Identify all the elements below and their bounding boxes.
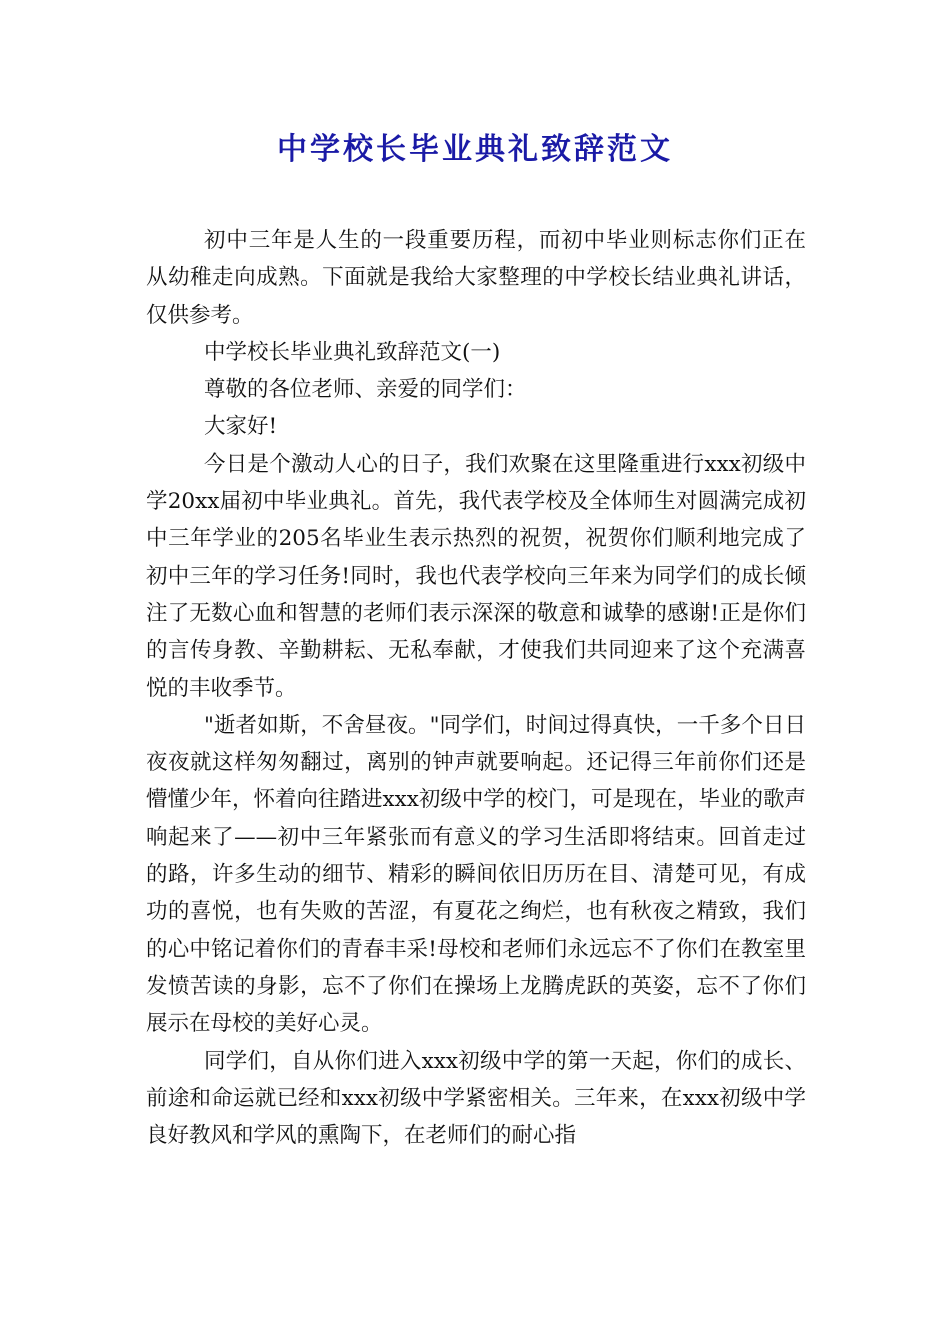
paragraph-salutation: 尊敬的各位老师、亲爱的同学们：	[204, 377, 527, 403]
document-title: 中学校长毕业典礼致辞范文	[277, 132, 673, 167]
paragraph-greeting: 大家好!	[204, 414, 278, 440]
document-body	[146, 222, 806, 1154]
paragraph-subtitle: 中学校长毕业典礼致辞范文(一)	[204, 339, 501, 365]
paragraph-body-2: "逝者如斯，不舍昼夜。"同学们，时间过得真快，一千多个日日夜夜就这样匆匆翻过，离别的钟声就要响起。还记得三年前你们还是懵懂少年，怀着向往踏进xxx初级中学的校门，可是现在，毕业的歌声响起来了——初中三年紧张而有意义的学习生活即将结束。回首走过的路，许多生动的细节、精彩的瞬间依旧历历在目、清楚可见，有成功的喜悦，也有失败的苦涩，有夏花之绚烂，也有秋夜之精致，我们的心中铭记着你们的青春丰采!母校和老师们永远忘不了你们在教室里发愤苦读的身影，忘不了你们在操场上龙腾虎跃的英姿，忘不了你们展示在母校的美好心灵。	[146, 712, 806, 1037]
paragraph-body-1: 今日是个激动人心的日子，我们欢聚在这里隆重进行xxx初级中学20xx届初中毕业典礼。首先，我代表学校及全体师生对圆满完成初中三年学业的205名毕业生表示热烈的祝贺，祝贺你们顺利地完成了初中三年的学习任务!同时，我也代表学校向三年来为同学们的成长倾注了无数心血和智慧的老师们表示深深的敬意和诚挚的感谢!正是你们的言传身教、辛勤耕耘、无私奉献，才使我们共同迎来了这个充满喜悦的丰收季节。	[146, 451, 806, 701]
paragraph-body-3: 同学们，自从你们进入xxx初级中学的第一天起，你们的成长、前途和命运就已经和xxx初级中学紧密相关。三年来，在xxx初级中学良好教风和学风的熏陶下，在老师们的耐心指	[146, 1048, 806, 1149]
paragraph-intro: 初中三年是人生的一段重要历程，而初中毕业则标志你们正在从幼稚走向成熟。下面就是我给大家整理的中学校长结业典礼讲话，仅供参考。	[146, 228, 806, 328]
